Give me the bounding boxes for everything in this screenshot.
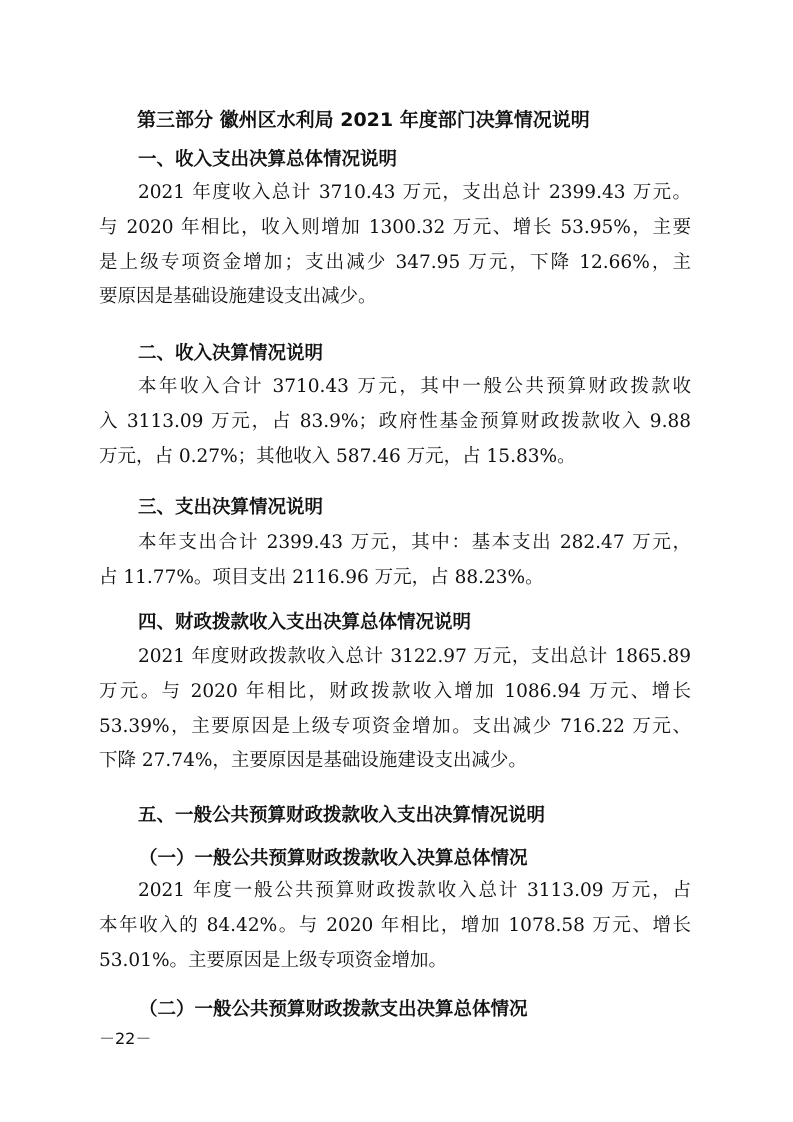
- section-paragraph-income-expenditure-overview: [99, 176, 691, 315]
- paragraph-line: 与 2020 年相比，收入则增加 1300.32 万元、增长 53.95%，主要: [99, 216, 691, 238]
- section-paragraph-fiscal-appropriation-overview: [99, 640, 691, 779]
- section-paragraph-expenditure-details: [99, 526, 691, 596]
- section-heading-expenditure-details: 三、支出决算情况说明: [138, 497, 324, 518]
- paragraph-line: 万元，占 0.27%；其他收入 587.46 万元，占 15.83%。: [99, 445, 576, 467]
- section-heading-fiscal-appropriation-overview: 四、财政拨款收入支出决算总体情况说明: [138, 612, 472, 633]
- section-heading-income-expenditure-overview: 一、收入支出决算总体情况说明: [138, 149, 398, 170]
- paragraph-line: 本年收入的 84.42%。与 2020 年相比，增加 1078.58 万元、增长: [99, 914, 691, 936]
- page-number: －22－: [99, 1029, 152, 1048]
- section-paragraph-income-details: [99, 370, 691, 474]
- paragraph-line: 2021 年度一般公共预算财政拨款收入总计 3113.09 万元，占: [138, 880, 691, 901]
- paragraph-line: 53.39%，主要原因是上级专项资金增加。支出减少 716.22 万元、: [99, 715, 691, 737]
- paragraph-line: 2021 年度收入总计 3710.43 万元，支出总计 2399.43 万元。: [138, 182, 691, 203]
- subsection-heading-general-budget-expenditure: （二）一般公共预算财政拨款支出决算总体情况: [139, 999, 528, 1020]
- paragraph-line: 下降 27.74%，主要原因是基础设施建设支出减少。: [99, 750, 527, 772]
- paragraph-line: 万元。与 2020 年相比，财政拨款收入增加 1086.94 万元、增长: [99, 680, 691, 702]
- subsection-paragraph-general-budget-income: [99, 874, 691, 978]
- page-title: 第三部分 徽州区水利局 2021 年度部门决算情况说明: [137, 109, 590, 131]
- subsection-heading-general-budget-income: （一）一般公共预算财政拨款收入决算总体情况: [139, 848, 528, 869]
- section-heading-income-details: 二、收入决算情况说明: [138, 343, 324, 364]
- paragraph-line: 是上级专项资金增加；支出减少 347.95 万元，下降 12.66%，主: [99, 251, 691, 273]
- paragraph-line: 占 11.77%。项目支出 2116.96 万元，占 88.23%。: [99, 566, 544, 588]
- section-heading-general-budget: 五、一般公共预算财政拨款收入支出决算情况说明: [138, 805, 546, 826]
- paragraph-line: 本年支出合计 2399.43 万元，其中：基本支出 282.47 万元，: [138, 532, 691, 553]
- paragraph-line: 要原因是基础设施建设支出减少。: [99, 286, 377, 308]
- paragraph-line: 2021 年度财政拨款收入总计 3122.97 万元，支出总计 1865.89: [138, 646, 691, 667]
- paragraph-line: 53.01%。主要原因是上级专项资金增加。: [99, 949, 448, 971]
- paragraph-line: 本年收入合计 3710.43 万元，其中一般公共预算财政拨款收: [138, 376, 691, 397]
- paragraph-line: 入 3113.09 万元，占 83.9%；政府性基金预算财政拨款收入 9.88: [99, 410, 691, 432]
